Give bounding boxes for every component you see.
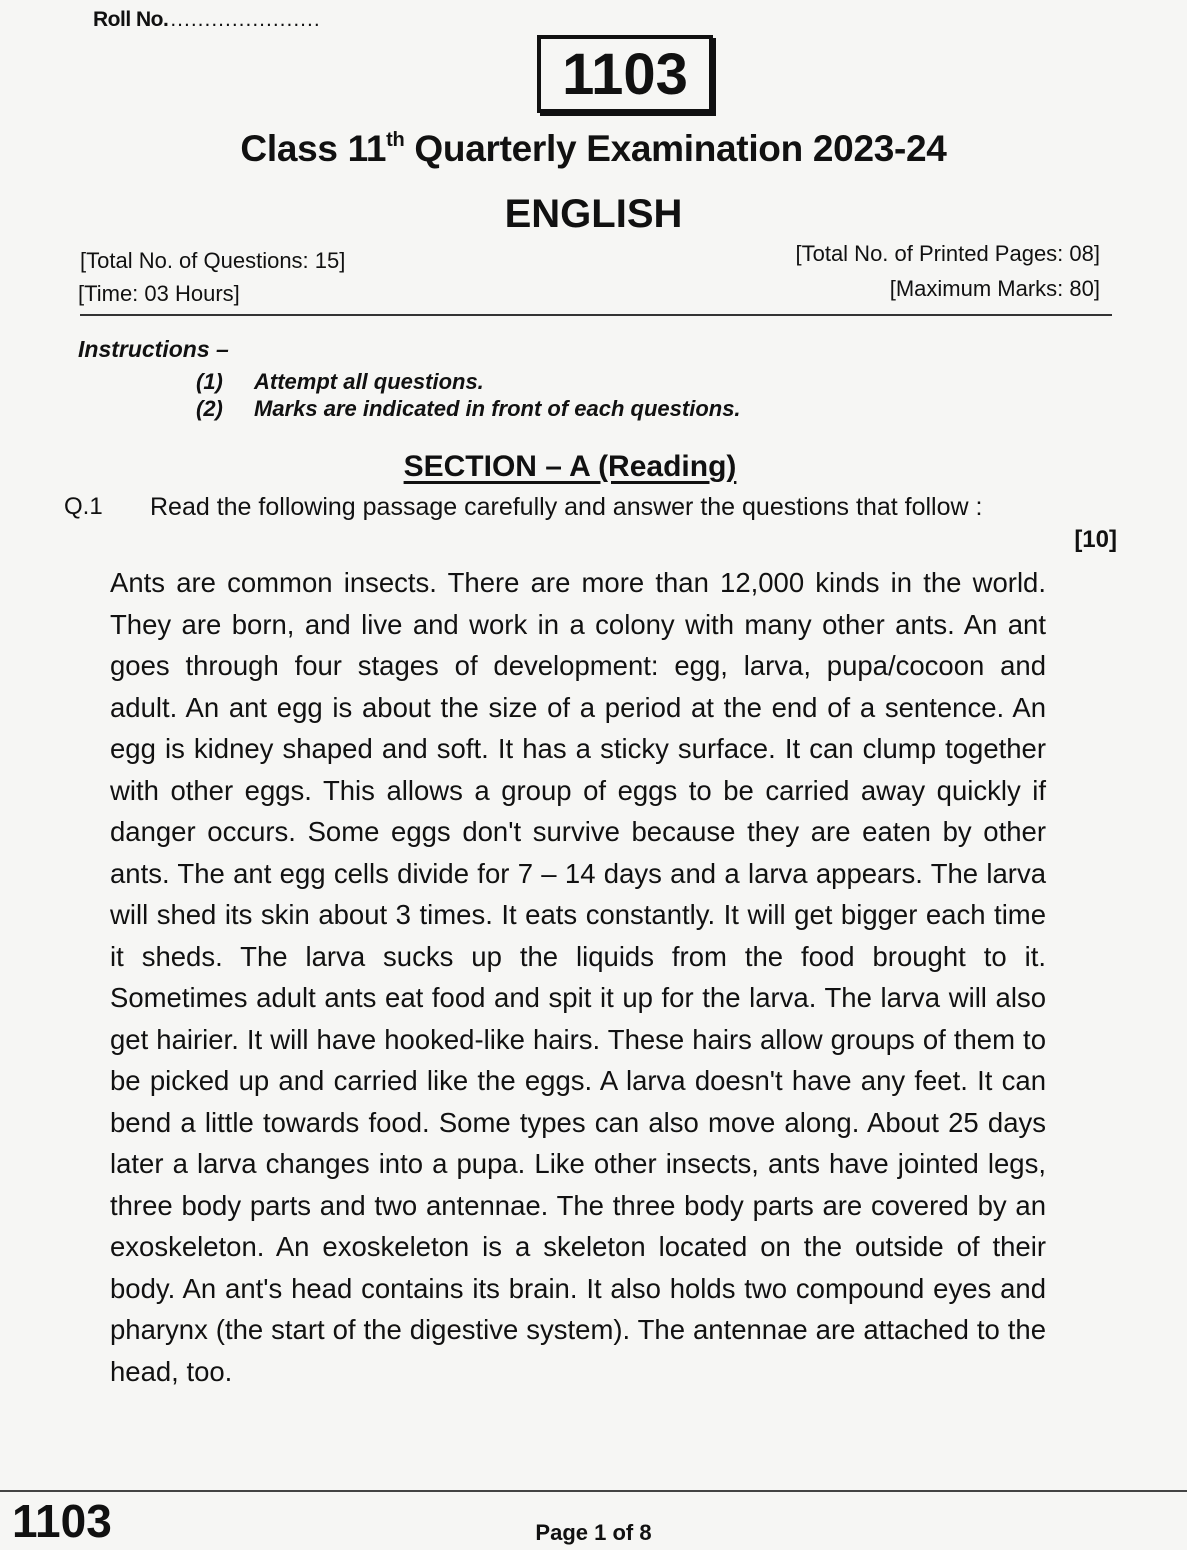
instruction-number: (1) <box>196 369 223 394</box>
paper-code-box: 1103 <box>537 35 713 113</box>
footer-paper-code: 1103 <box>12 1495 112 1547</box>
roll-number-field <box>93 8 321 32</box>
reading-passage: Ants are common insects. There are more than 12,000 kinds in the world. They are born, and live and work in a colony with many other ants. An ant goes through four stages of development: egg, larva, pupa/cocoon and adult. An ant egg is about the size of a period at the end of a sentence. An egg is kidney shaped and soft. It has a sticky surface. It can clump together with other eggs. This allows a group of eggs to be carried away quickly if danger occurs. Some eggs don't survive because they are eaten by other ants. The ant egg cells divide for 7 – 14 days and a larva appears. The larva will shed its skin about 3 times. It eats constantly. It will get bigger each time it sheds. The larva sucks up the liquids from the food brought to it. Sometimes adult ants eat food and spit it up for the larva. The larva will also get hairier. It will have hooked-like hairs. These hairs allow groups of them to be picked up and carried like the eggs. A larva doesn't have any feet. It can bend a little towards food. Some types can also move along. About 25 days later a larva changes into a pupa. Like other insects, ants have jointed legs, three body parts and two antennae. The three body parts are covered by an exoskeleton. An exoskeleton is a skeleton located on the outside of their body. An ant's head contains its brain. It also holds two compound eyes and pharynx (the start of the digestive system). The antennae are attached to the head, too. <box>110 567 1046 1387</box>
footer-divider <box>0 1490 1187 1492</box>
question-number: Q.1 <box>64 493 103 520</box>
instruction-item <box>196 396 741 422</box>
header-divider <box>80 314 1112 316</box>
exam-title <box>0 128 1187 170</box>
total-pages: [Total No. of Printed Pages: 08] <box>795 241 1100 266</box>
maximum-marks: [Maximum Marks: 80] <box>889 276 1100 301</box>
roll-number-label: Roll No. <box>93 8 169 31</box>
roll-number-blank: ...................... <box>170 8 321 31</box>
instructions-heading: Instructions – <box>78 336 229 362</box>
exam-title-superscript: th <box>386 129 405 151</box>
exam-title-rest: Quarterly Examination 2023-24 <box>404 128 947 169</box>
page-number: Page 1 of 8 <box>535 1520 652 1545</box>
instruction-text: Marks are indicated in front of each questions. <box>254 396 741 421</box>
instruction-number: (2) <box>196 396 223 421</box>
question-text: Read the following passage carefully and answer the questions that follow : <box>150 493 983 521</box>
section-heading: SECTION – A (Reading) <box>403 450 737 483</box>
instruction-item <box>196 369 484 395</box>
time-allowed: [Time: 03 Hours] <box>78 281 240 306</box>
subject-title: ENGLISH <box>504 192 683 236</box>
total-questions: [Total No. of Questions: 15] <box>80 248 346 273</box>
exam-title-class: Class 11 <box>240 128 387 169</box>
question-marks: [10] <box>1074 526 1117 553</box>
instruction-text: Attempt all questions. <box>254 369 484 394</box>
